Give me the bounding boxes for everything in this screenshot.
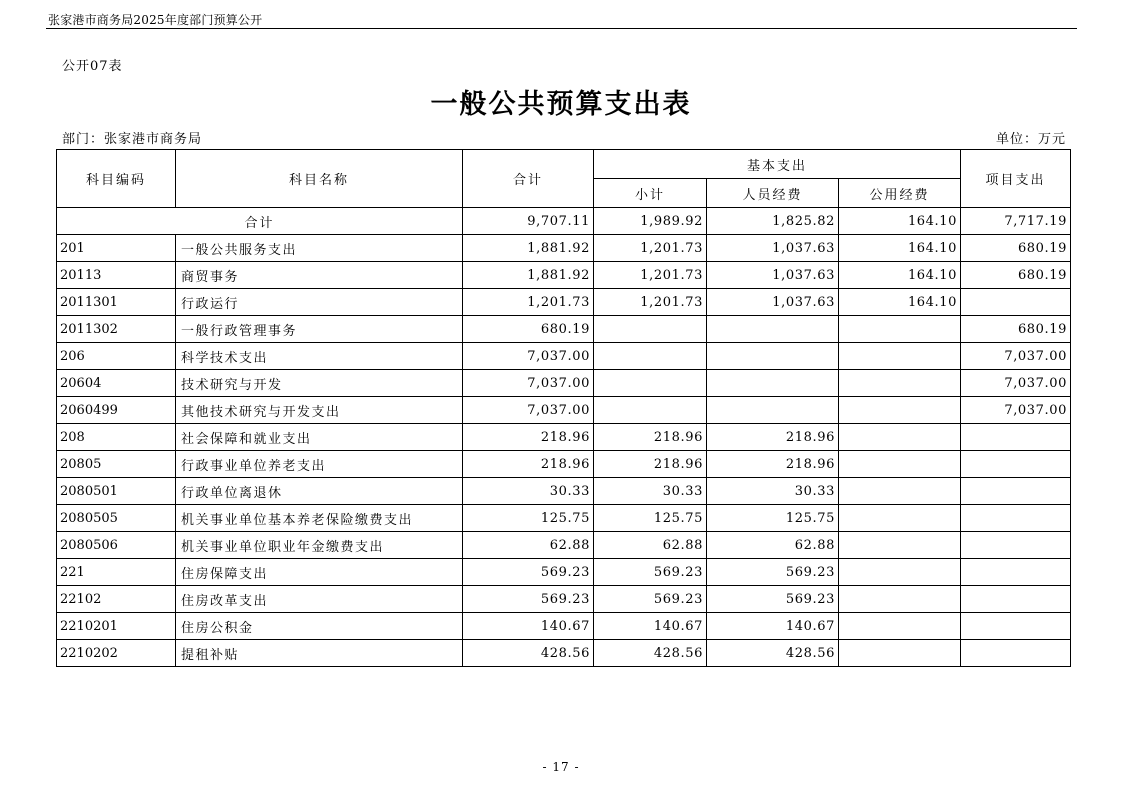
- cell-subtotal: 218.96: [594, 451, 707, 478]
- cell-public: [839, 532, 961, 559]
- cell-name: 行政运行: [176, 289, 463, 316]
- table-row: [57, 424, 1071, 451]
- total-personnel: 1,825.82: [707, 208, 839, 235]
- cell-subtotal: 30.33: [594, 478, 707, 505]
- table-row: [57, 640, 1071, 667]
- cell-subtotal: 428.56: [594, 640, 707, 667]
- cell-total: 218.96: [463, 424, 594, 451]
- table-row: [57, 289, 1071, 316]
- unit-label: 单位：万元: [995, 132, 1066, 147]
- budget-table: [56, 149, 1071, 667]
- cell-total: 62.88: [463, 532, 594, 559]
- cell-code: 2080505: [57, 505, 176, 532]
- cell-subtotal: [594, 370, 707, 397]
- table-row: [57, 343, 1071, 370]
- cell-code: 20604: [57, 370, 176, 397]
- cell-project: 7,037.00: [961, 343, 1071, 370]
- table-number: 公开07表: [62, 59, 123, 74]
- total-public: 164.10: [839, 208, 961, 235]
- cell-code: 20113: [57, 262, 176, 289]
- cell-personnel: [707, 397, 839, 424]
- cell-personnel: 218.96: [707, 424, 839, 451]
- cell-project: [961, 613, 1071, 640]
- cell-name: 行政单位离退休: [176, 478, 463, 505]
- cell-total: 569.23: [463, 559, 594, 586]
- table-row: [57, 397, 1071, 424]
- page-title: 一般公共预算支出表: [430, 89, 692, 120]
- cell-code: 2060499: [57, 397, 176, 424]
- cell-public: [839, 451, 961, 478]
- cell-code: 2011302: [57, 316, 176, 343]
- cell-project: [961, 640, 1071, 667]
- table-row: [57, 559, 1071, 586]
- cell-public: [839, 316, 961, 343]
- cell-personnel: 30.33: [707, 478, 839, 505]
- cell-project: 680.19: [961, 262, 1071, 289]
- table-row: [57, 586, 1071, 613]
- cell-public: [839, 478, 961, 505]
- cell-public: 164.10: [839, 235, 961, 262]
- cell-code: 208: [57, 424, 176, 451]
- cell-name: 住房改革支出: [176, 586, 463, 613]
- cell-public: 164.10: [839, 289, 961, 316]
- cell-total: 140.67: [463, 613, 594, 640]
- cell-subtotal: 1,201.73: [594, 235, 707, 262]
- cell-total: 7,037.00: [463, 343, 594, 370]
- header-project: 项目支出: [961, 150, 1071, 208]
- total-label: 合计: [57, 208, 463, 235]
- cell-code: 2011301: [57, 289, 176, 316]
- cell-project: [961, 532, 1071, 559]
- cell-public: [839, 343, 961, 370]
- table-row: [57, 370, 1071, 397]
- cell-total: 218.96: [463, 451, 594, 478]
- header-public: 公用经费: [839, 179, 961, 208]
- cell-public: [839, 640, 961, 667]
- cell-subtotal: 140.67: [594, 613, 707, 640]
- cell-public: [839, 586, 961, 613]
- cell-name: 行政事业单位养老支出: [176, 451, 463, 478]
- table-row: [57, 262, 1071, 289]
- cell-name: 技术研究与开发: [176, 370, 463, 397]
- cell-code: 2080506: [57, 532, 176, 559]
- department-label: 部门：张家港市商务局: [62, 132, 203, 147]
- header-personnel: 人员经费: [707, 179, 839, 208]
- table-row: [57, 235, 1071, 262]
- total-row: [57, 208, 1071, 235]
- header-divider: [46, 28, 1077, 29]
- cell-subtotal: 569.23: [594, 586, 707, 613]
- cell-code: 2080501: [57, 478, 176, 505]
- cell-project: [961, 586, 1071, 613]
- cell-total: 680.19: [463, 316, 594, 343]
- cell-name: 其他技术研究与开发支出: [176, 397, 463, 424]
- header-total: 合计: [463, 150, 594, 208]
- cell-project: [961, 505, 1071, 532]
- table-row: [57, 505, 1071, 532]
- cell-subtotal: 125.75: [594, 505, 707, 532]
- header-subtotal: 小计: [594, 179, 707, 208]
- cell-total: 125.75: [463, 505, 594, 532]
- cell-public: [839, 397, 961, 424]
- cell-project: [961, 559, 1071, 586]
- cell-name: 科学技术支出: [176, 343, 463, 370]
- cell-code: 206: [57, 343, 176, 370]
- cell-personnel: 125.75: [707, 505, 839, 532]
- cell-name: 住房公积金: [176, 613, 463, 640]
- table-row: [57, 613, 1071, 640]
- cell-subtotal: 62.88: [594, 532, 707, 559]
- header-basic: 基本支出: [594, 150, 961, 179]
- cell-personnel: 1,037.63: [707, 262, 839, 289]
- cell-personnel: 569.23: [707, 586, 839, 613]
- cell-subtotal: [594, 343, 707, 370]
- cell-personnel: 1,037.63: [707, 289, 839, 316]
- table-row: [57, 451, 1071, 478]
- cell-personnel: 569.23: [707, 559, 839, 586]
- total-total: 9,707.11: [463, 208, 594, 235]
- cell-total: 428.56: [463, 640, 594, 667]
- cell-name: 一般公共服务支出: [176, 235, 463, 262]
- table-row: [57, 316, 1071, 343]
- cell-personnel: 428.56: [707, 640, 839, 667]
- table-row: [57, 532, 1071, 559]
- cell-total: 1,201.73: [463, 289, 594, 316]
- header-name: 科目名称: [176, 150, 463, 208]
- cell-project: 7,037.00: [961, 397, 1071, 424]
- cell-project: [961, 478, 1071, 505]
- cell-subtotal: 1,201.73: [594, 289, 707, 316]
- total-project: 7,717.19: [961, 208, 1071, 235]
- cell-public: [839, 505, 961, 532]
- cell-project: 7,037.00: [961, 370, 1071, 397]
- cell-personnel: 1,037.63: [707, 235, 839, 262]
- cell-name: 机关事业单位职业年金缴费支出: [176, 532, 463, 559]
- cell-name: 提租补贴: [176, 640, 463, 667]
- cell-total: 569.23: [463, 586, 594, 613]
- cell-total: 7,037.00: [463, 370, 594, 397]
- cell-subtotal: [594, 397, 707, 424]
- cell-public: [839, 613, 961, 640]
- cell-name: 商贸事务: [176, 262, 463, 289]
- cell-public: [839, 370, 961, 397]
- cell-code: 201: [57, 235, 176, 262]
- cell-total: 1,881.92: [463, 235, 594, 262]
- page-number: - 17 -: [542, 760, 580, 774]
- cell-name: 机关事业单位基本养老保险缴费支出: [176, 505, 463, 532]
- cell-project: [961, 451, 1071, 478]
- cell-public: [839, 559, 961, 586]
- cell-personnel: 62.88: [707, 532, 839, 559]
- cell-project: 680.19: [961, 316, 1071, 343]
- cell-name: 住房保障支出: [176, 559, 463, 586]
- cell-project: [961, 289, 1071, 316]
- cell-public: [839, 424, 961, 451]
- cell-code: 221: [57, 559, 176, 586]
- cell-name: 一般行政管理事务: [176, 316, 463, 343]
- cell-project: [961, 424, 1071, 451]
- document-header: 张家港市商务局2025年度部门预算公开: [48, 13, 263, 27]
- cell-personnel: [707, 343, 839, 370]
- cell-code: 2210201: [57, 613, 176, 640]
- cell-total: 7,037.00: [463, 397, 594, 424]
- cell-name: 社会保障和就业支出: [176, 424, 463, 451]
- cell-total: 1,881.92: [463, 262, 594, 289]
- cell-personnel: 140.67: [707, 613, 839, 640]
- cell-code: 2210202: [57, 640, 176, 667]
- cell-personnel: [707, 370, 839, 397]
- total-subtotal: 1,989.92: [594, 208, 707, 235]
- cell-subtotal: [594, 316, 707, 343]
- cell-personnel: [707, 316, 839, 343]
- cell-subtotal: 1,201.73: [594, 262, 707, 289]
- cell-subtotal: 569.23: [594, 559, 707, 586]
- table-row: [57, 478, 1071, 505]
- cell-total: 30.33: [463, 478, 594, 505]
- cell-project: 680.19: [961, 235, 1071, 262]
- header-code: 科目编码: [57, 150, 176, 208]
- cell-code: 22102: [57, 586, 176, 613]
- cell-subtotal: 218.96: [594, 424, 707, 451]
- cell-public: 164.10: [839, 262, 961, 289]
- cell-personnel: 218.96: [707, 451, 839, 478]
- cell-code: 20805: [57, 451, 176, 478]
